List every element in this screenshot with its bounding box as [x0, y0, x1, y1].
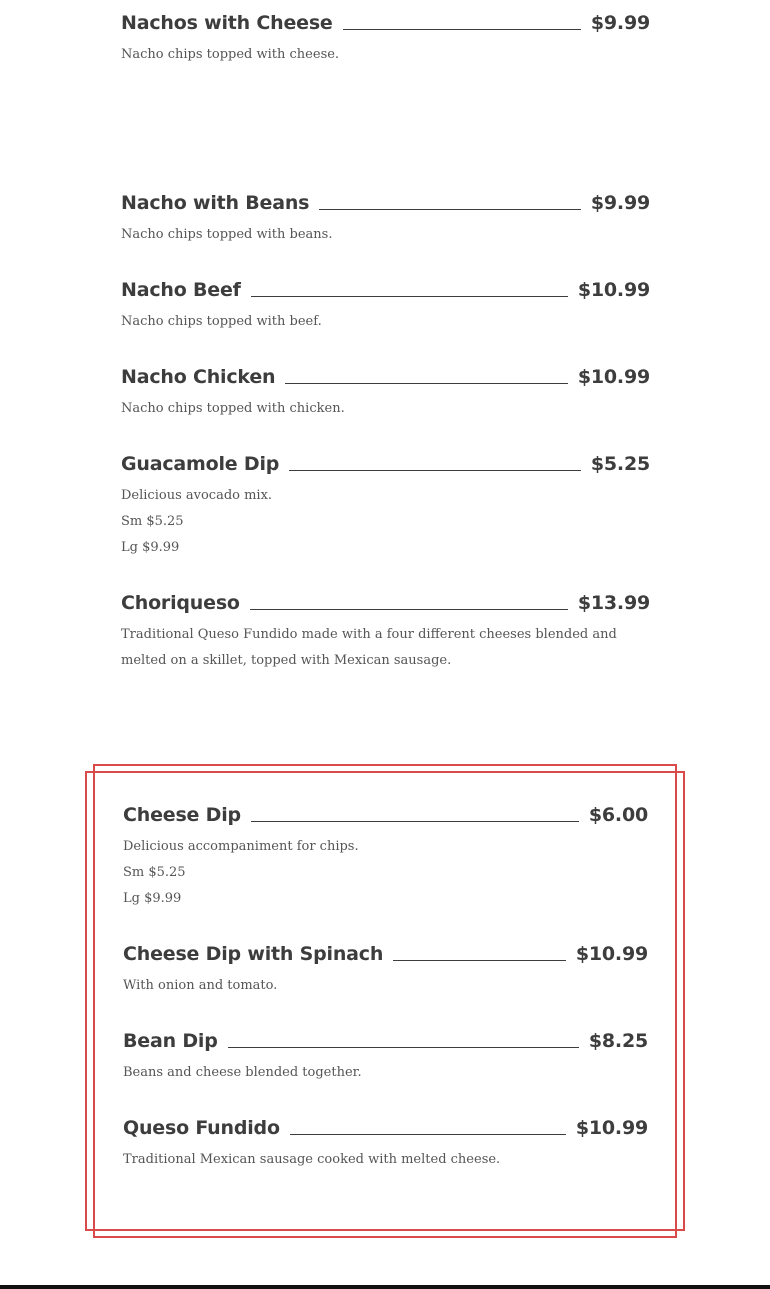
menu-item-choriqueso	[121, 582, 650, 674]
dotted-leader-line	[393, 960, 566, 961]
item-description: Nacho chips topped with cheese.	[121, 47, 340, 62]
item-price: $13.99	[577, 592, 650, 614]
menu-item-bean-dip	[123, 1020, 648, 1086]
dotted-leader-line	[289, 470, 581, 471]
dotted-leader-line	[285, 383, 568, 384]
item-name: Nacho Chicken	[121, 366, 276, 388]
dotted-leader-line	[228, 1047, 579, 1048]
item-name: Nachos with Cheese	[121, 12, 333, 34]
menu-item-guacamole-dip	[121, 443, 650, 561]
item-price: $10.99	[575, 943, 648, 965]
item-name: Cheese Dip with Spinach	[123, 943, 384, 965]
item-price: $9.99	[590, 192, 650, 214]
menu-item-cheese-dip-with-spinach	[123, 933, 648, 999]
dotted-leader-line	[251, 296, 568, 297]
item-name: Guacamole Dip	[121, 453, 280, 475]
item-price: $6.00	[588, 804, 648, 826]
item-description: Nacho chips topped with beans.	[121, 227, 333, 242]
item-price: $8.25	[588, 1030, 648, 1052]
item-name: Bean Dip	[123, 1030, 218, 1052]
dotted-leader-line	[250, 609, 568, 610]
bottom-divider	[0, 1285, 770, 1289]
item-price: $10.99	[575, 1117, 648, 1139]
item-price: $10.99	[577, 279, 650, 301]
item-description: Delicious avocado mix. Sm $5.25 Lg $9.99	[121, 488, 273, 555]
item-description: Nacho chips topped with chicken.	[121, 401, 345, 416]
item-price: $5.25	[590, 453, 650, 475]
menu-item-queso-fundido	[123, 1107, 648, 1173]
dotted-leader-line	[319, 209, 581, 210]
item-name: Queso Fundido	[123, 1117, 280, 1139]
item-price: $10.99	[577, 366, 650, 388]
menu-item-cheese-dip	[123, 794, 648, 912]
menu-item-nacho-beef	[121, 269, 650, 335]
item-name: Cheese Dip	[123, 804, 241, 826]
item-name: Nacho with Beans	[121, 192, 310, 214]
item-description: Traditional Mexican sausage cooked with melted cheese.	[123, 1152, 501, 1167]
item-description: Delicious accompaniment for chips. Sm $5.25 Lg $9.99	[123, 839, 359, 906]
item-name: Choriqueso	[121, 592, 240, 614]
dotted-leader-line	[251, 821, 579, 822]
item-description: With onion and tomato.	[123, 978, 278, 993]
item-price: $9.99	[590, 12, 650, 34]
item-description: Traditional Queso Fundido made with a four different cheeses blended and melted on a skillet, topped with Mexican sausage.	[121, 627, 617, 668]
menu-item-nacho-chicken	[121, 356, 650, 422]
dotted-leader-line	[290, 1134, 566, 1135]
item-name: Nacho Beef	[121, 279, 241, 301]
item-description: Beans and cheese blended together.	[123, 1065, 362, 1080]
menu-item-nachos-with-cheese	[121, 2, 650, 68]
menu-item-nacho-with-beans	[121, 182, 650, 248]
dotted-leader-line	[343, 29, 581, 30]
item-description: Nacho chips topped with beef.	[121, 314, 322, 329]
